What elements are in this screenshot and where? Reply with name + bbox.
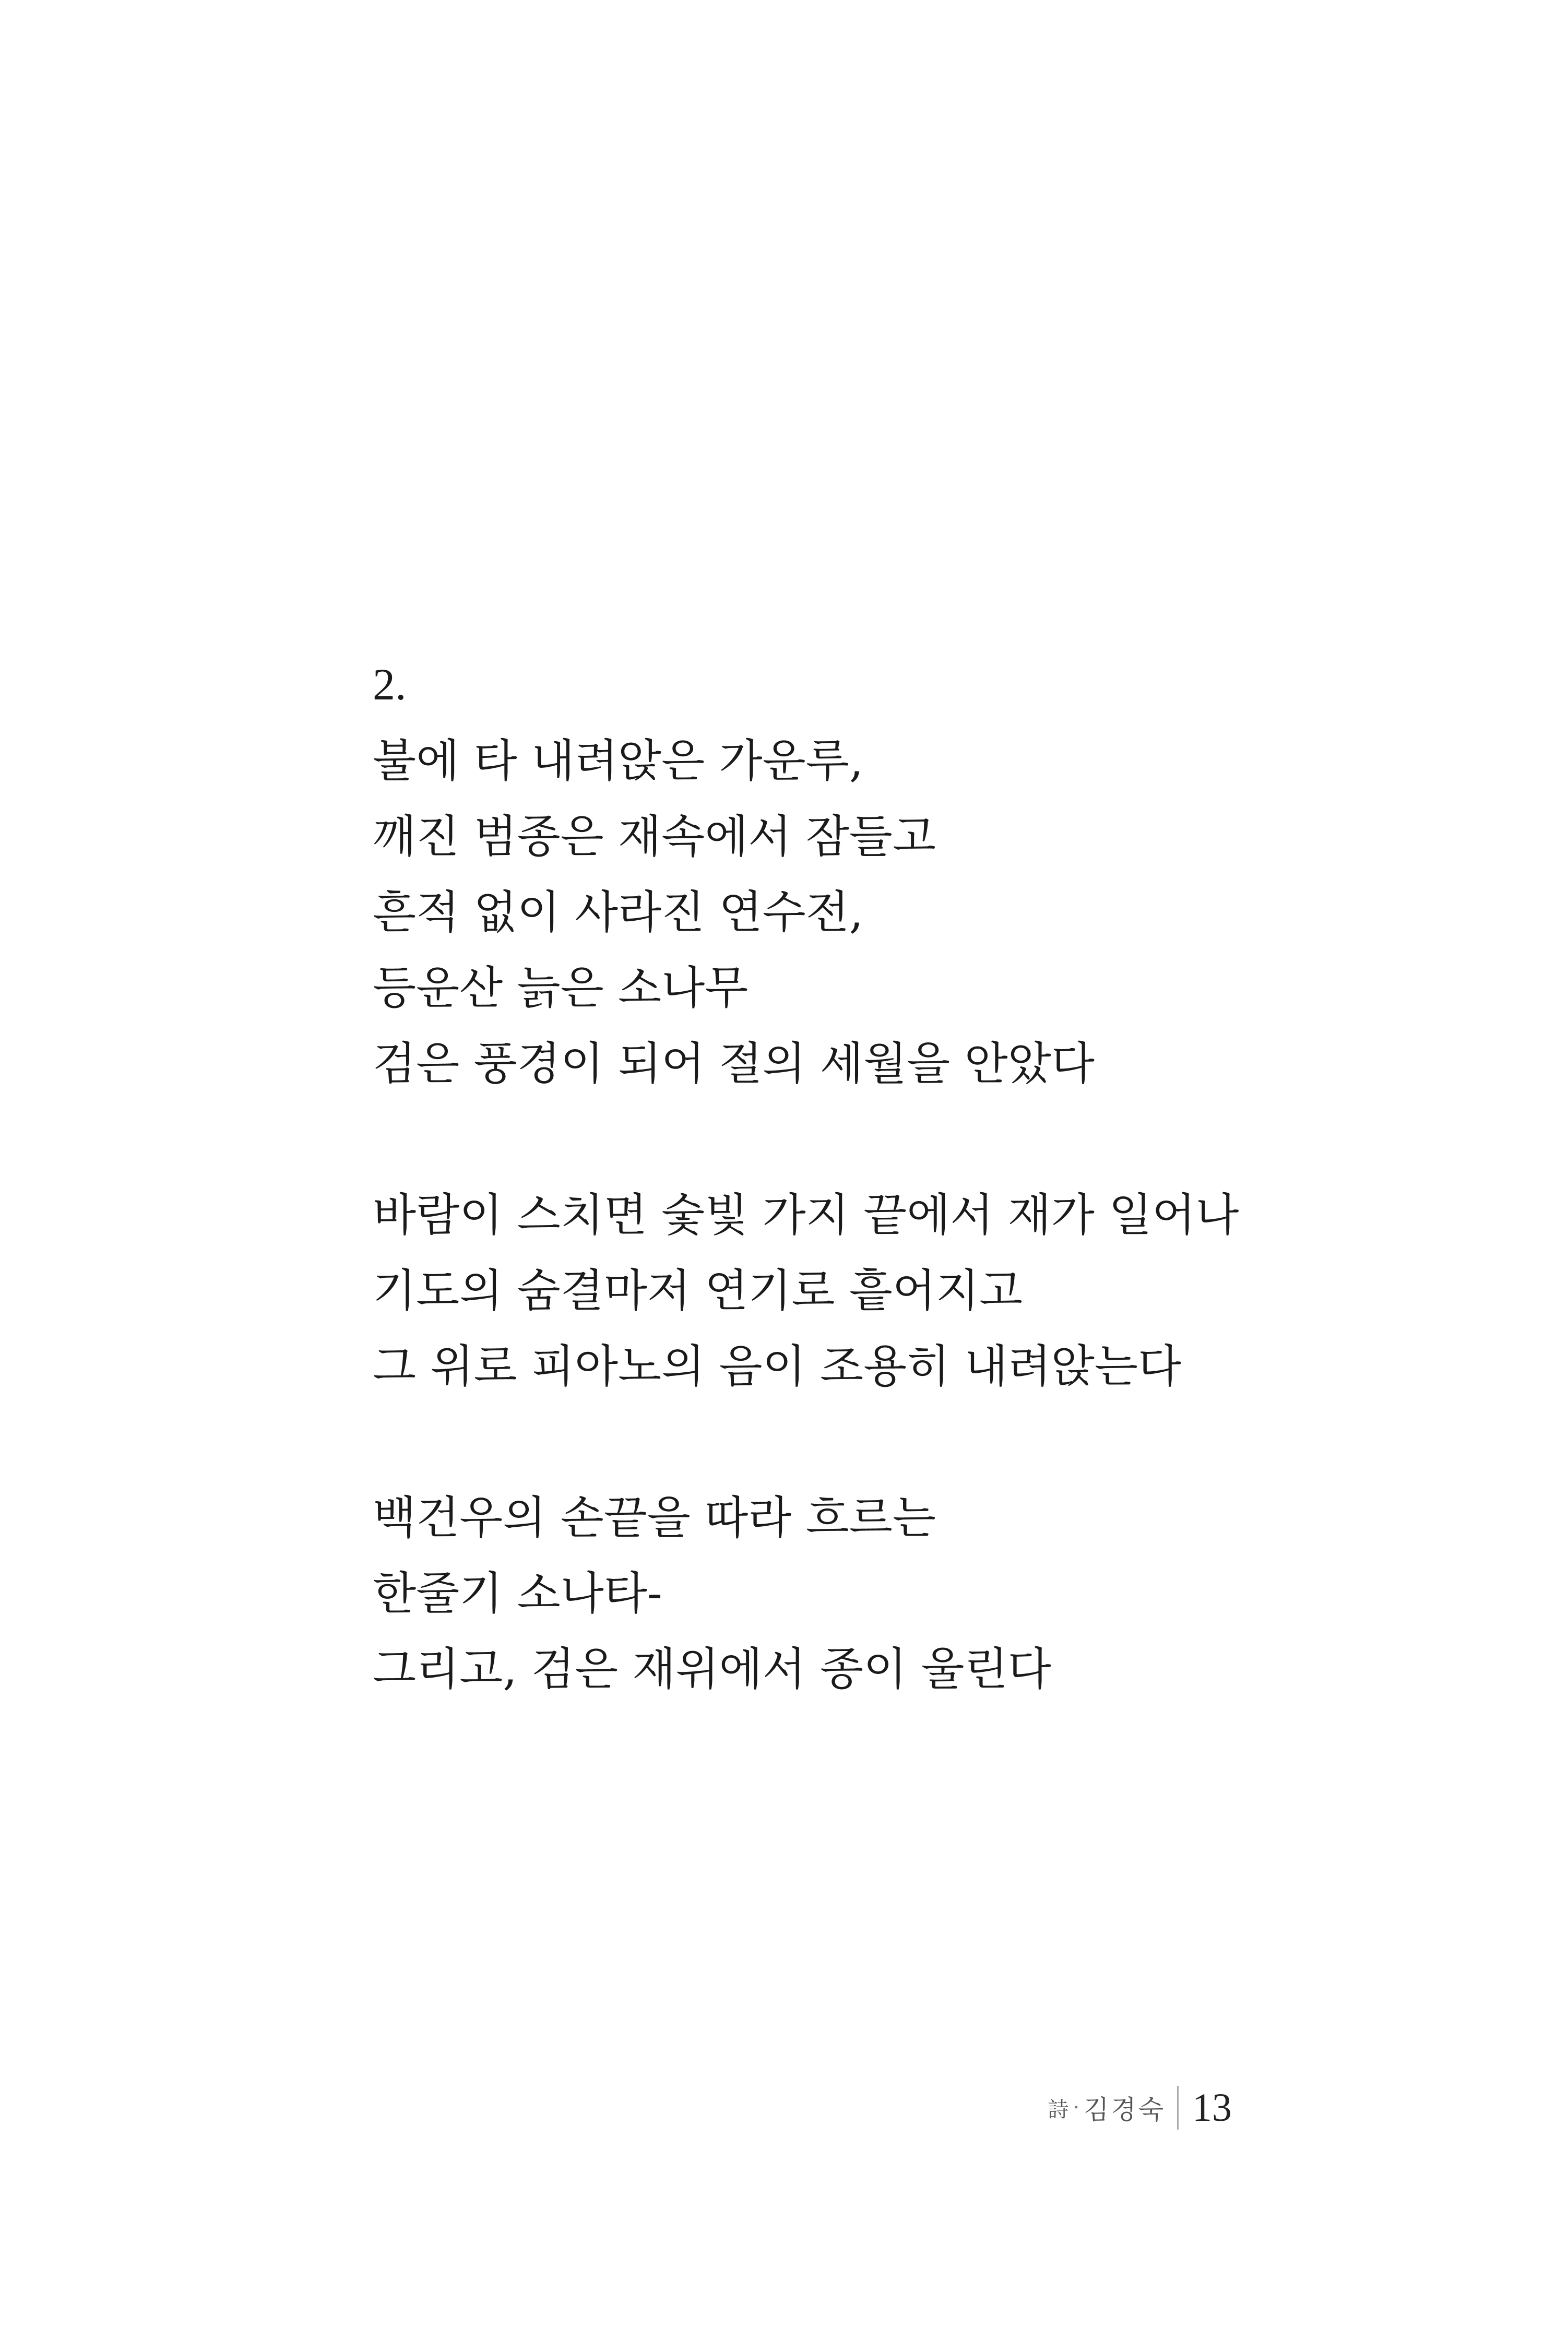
footer-author: 김경숙 <box>1084 2095 1166 2125</box>
page-number: 13 <box>1192 2085 1232 2130</box>
poem-line: 기도의 숨결마저 연기로 흩어지고 <box>373 1265 1023 1317</box>
footer-genre: 詩 <box>1048 2097 1069 2122</box>
poem-line: 깨진 범종은 재속에서 잠들고 <box>373 811 936 863</box>
poem-line: 그 위로 피아노의 음이 조용히 내려앉는다 <box>373 1340 1181 1393</box>
poem-line: 한줄기 소나타- <box>373 1567 662 1620</box>
stanza-2 <box>373 1178 1364 1405</box>
poem-line: 등운산 늙은 소나무 <box>373 962 749 1014</box>
stanza-1 <box>373 723 1364 1102</box>
footer-divider <box>1177 2086 1179 2130</box>
poem-line: 검은 풍경이 되어 절의 세월을 안았다 <box>373 1038 1095 1090</box>
footer-dot: · <box>1073 2096 1080 2120</box>
poem-line: 불에 타 내려앉은 가운루, <box>373 735 864 787</box>
stanza-3 <box>373 1480 1364 1707</box>
poem <box>373 645 1364 1783</box>
page-footer <box>992 2082 1232 2134</box>
poem-line: 그리고, 검은 재위에서 종이 울린다 <box>373 1643 1051 1695</box>
poem-line: 흔적 없이 사라진 연수전, <box>373 886 864 939</box>
poem-line: 백건우의 손끝을 따라 흐르는 <box>373 1492 936 1544</box>
poem-line: 바람이 스치면 숯빛 가지 끝에서 재가 일어나 <box>373 1189 1239 1241</box>
section-number: 2. <box>373 659 407 709</box>
